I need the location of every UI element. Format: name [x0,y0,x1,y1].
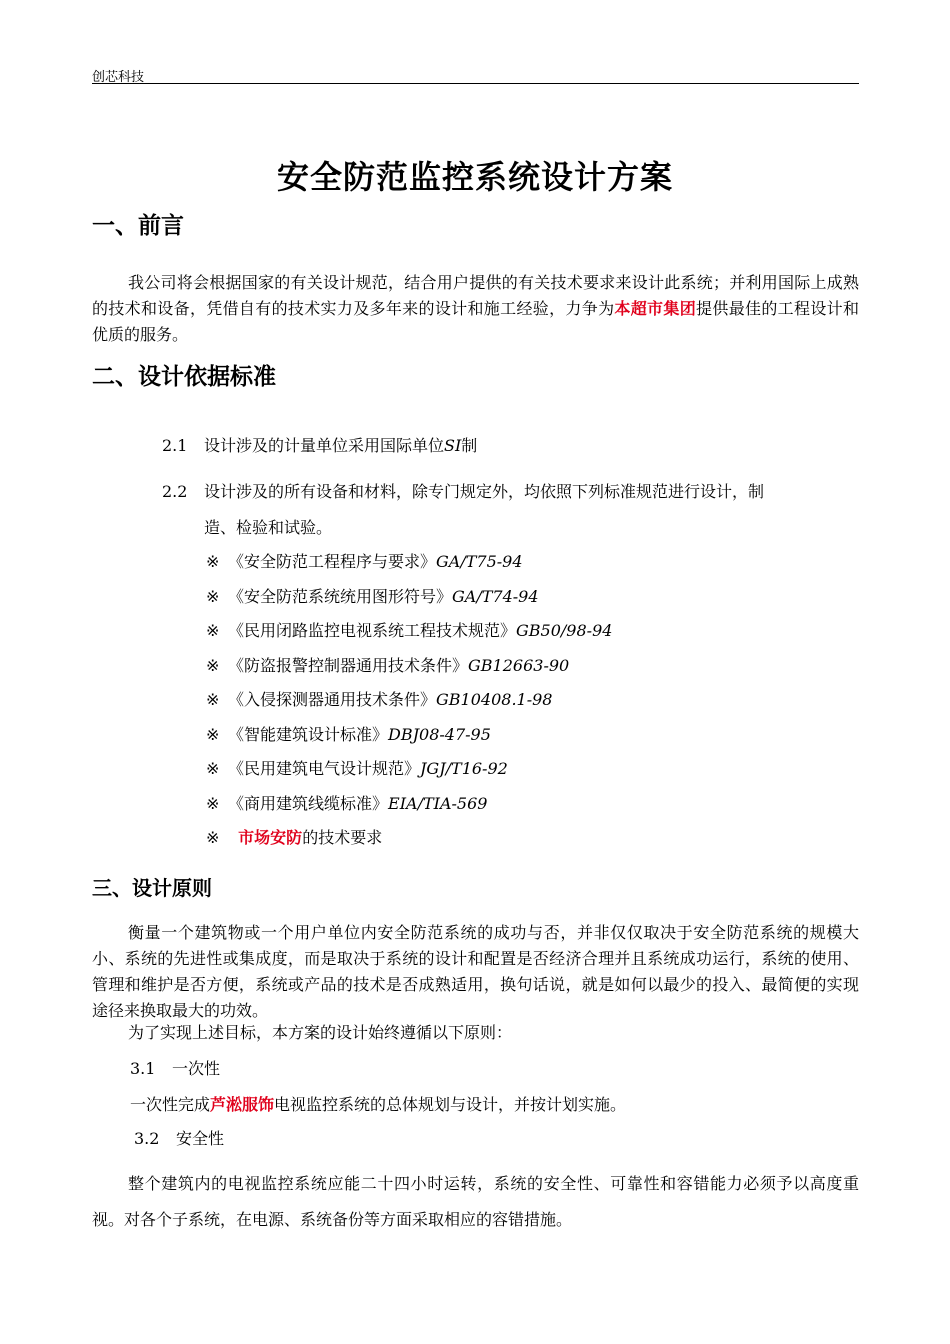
section-3-paragraph-2: 为了实现上述目标，本方案的设计始终遵循以下原则： [128,1023,513,1042]
market-security-highlight: 市场安防 [238,828,303,847]
section-1-text-end: 提供最佳的工程设计和优质的服务。 [92,299,859,344]
subsection-3-2 [134,1126,224,1149]
standard-code: GA/T74-94 [452,587,539,606]
standard-code: DBJ08-47-95 [388,725,491,744]
section-1-paragraph [92,270,859,348]
standard-item [206,584,539,607]
standard-code: JGJ/T16-92 [420,759,508,778]
subsection-3-1-paragraph [130,1092,626,1115]
section-1-text-start: 我公司将会根据国家的有关设计规范，结合用户提供的有关技术要求来设计此系统；并利用国际上成熟的技术和设备，凭借自有的技术实力及多年来的设计和施工经验，力争为 [92,273,859,318]
standard-name: 《智能建筑设计标准》 [228,725,389,744]
item-2-1-number: 2.1 [162,436,188,455]
item-2-1 [162,433,477,456]
standard-name: 《入侵探测器通用技术条件》 [228,690,437,709]
item-2-2-number: 2.2 [162,482,188,501]
standard-item [206,791,487,814]
standard-item [206,618,612,641]
standard-name: 《民用闭路监控电视系统工程技术规范》 [228,621,517,640]
standard-item-last [206,825,382,848]
item-2-2-text-line1: 设计涉及的所有设备和材料，除专门规定外，均依照下列标准规范进行设计，制 [204,482,765,501]
standard-item [206,653,569,676]
standard-name: 《商用建筑线缆标准》 [228,794,389,813]
header-rule [92,83,859,84]
standard-item [206,687,552,710]
reference-mark: ※ [206,656,220,675]
reference-mark: ※ [206,690,220,709]
section-3-paragraph-1: 衡量一个建筑物或一个用户单位内安全防范系统的成功与否，并非仅仅取决于安全防范系统的规模大小、系统的先进性或集成度，而是取决于系统的设计和配置是否经济合理并且系统成功运行，系统的使用、管理和维护是否方便，系统或产品的技术是否成熟适用，换句话说，就是如何以最少的投入、最简便的实现途径来换取最大的功效。 [92,923,859,1020]
standard-code: GB12663-90 [468,656,570,675]
subsection-3-2-paragraph: 整个建筑内的电视监控系统应能二十四小时运转，系统的安全性、可靠性和容错能力必须予以高度重视。对各个子系统，在电源、系统备份等方面采取相应的容错措施。 [92,1174,859,1229]
sub1-text-end: 电视监控系统的总体规划与设计，并按计划实施。 [274,1095,627,1114]
standard-name: 《安全防范工程程序与要求》 [228,552,437,571]
standard-code: GB10408.1-98 [436,690,553,709]
reference-mark: ※ [206,552,220,571]
subsection-3-1-title: 一次性 [172,1059,221,1078]
item-2-2-line2: 造、检验和试验。 [204,518,333,537]
item-2-1-code: SI [444,436,462,455]
sub1-text-start: 一次性完成 [130,1095,211,1114]
reference-mark: ※ [206,759,220,778]
standard-name: 《民用建筑电气设计规范》 [228,759,421,778]
section-2-heading: 二、设计依据标准 [92,364,276,390]
reference-mark: ※ [206,621,220,640]
standard-item [206,722,491,745]
section-3-heading: 三、设计原则 [92,876,212,900]
subsection-3-1-number: 3.1 [130,1059,156,1078]
standard-name: 《安全防范系统统用图形符号》 [228,587,453,606]
document-title: 安全防范监控系统设计方案 [276,158,673,196]
reference-mark: ※ [206,587,220,606]
reference-mark: ※ [206,725,220,744]
item-2-1-text: 设计涉及的计量单位采用国际单位 [204,436,445,455]
brand-highlight: 芦淞服饰 [210,1095,275,1114]
item-2-1-suffix: 制 [461,436,478,455]
standard-code: GB50/98-94 [516,621,613,640]
standard-item [206,549,523,572]
client-name-highlight: 本超市集团 [614,299,697,318]
standard-item [206,756,508,779]
standard-code: EIA/TIA-569 [388,794,488,813]
standard-name: 《防盗报警控制器通用技术条件》 [228,656,469,675]
item-2-2 [162,479,764,502]
subsection-3-1 [130,1056,220,1079]
reference-mark: ※ [206,794,220,813]
last-item-text: 的技术要求 [302,828,383,847]
subsection-3-2-title: 安全性 [176,1129,225,1148]
header-company: 创芯科技 [92,70,145,85]
reference-mark: ※ [206,828,220,847]
standard-code: GA/T75-94 [436,552,523,571]
subsection-3-2-number: 3.2 [134,1129,160,1148]
section-1-heading: 一、前言 [92,213,184,239]
